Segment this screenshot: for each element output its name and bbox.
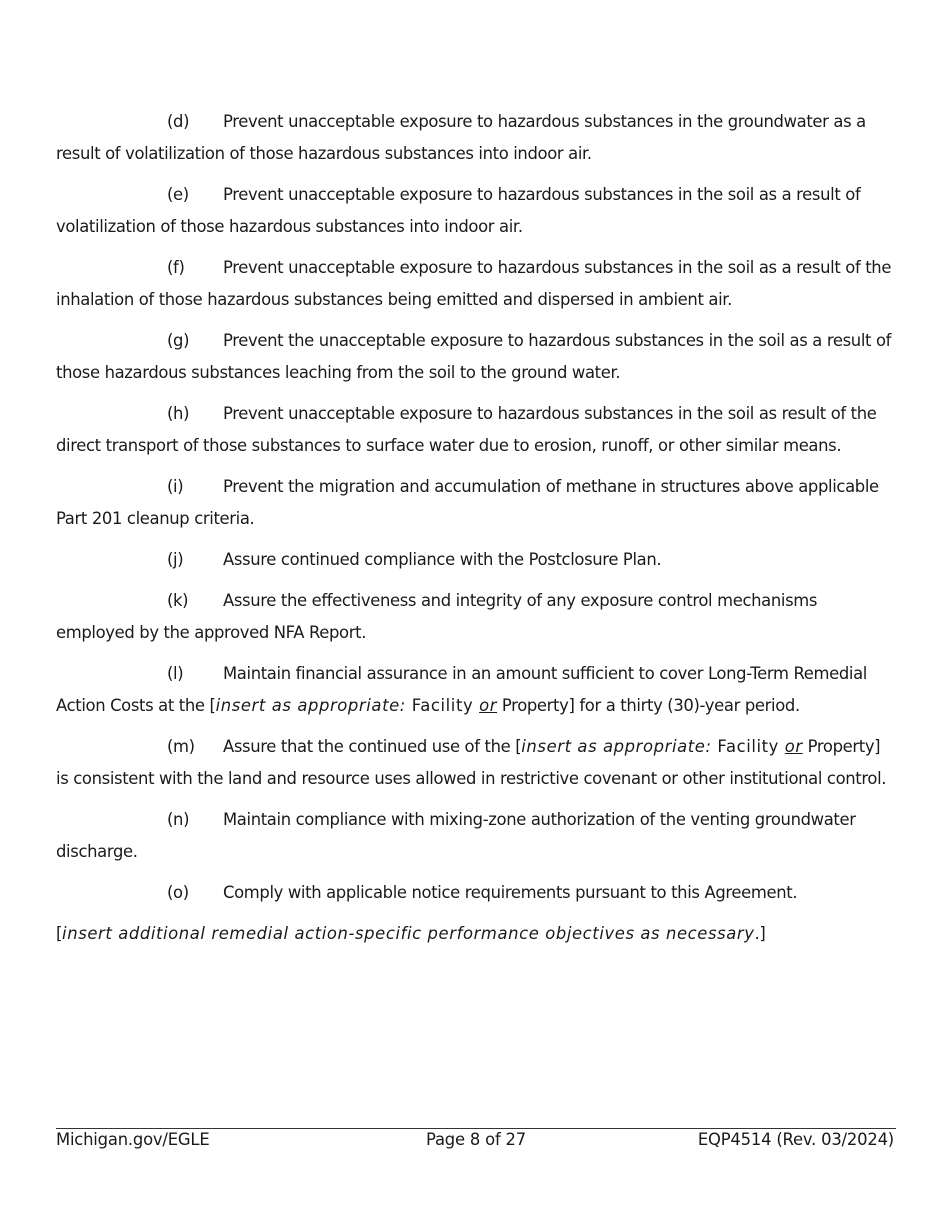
list-item [56,471,896,535]
item-label: (j) [167,550,184,569]
list-item [56,877,896,909]
item-label: (g) [167,331,190,350]
list-item [56,585,896,649]
list-item [56,544,896,576]
item-text: Prevent the migration and accumulation of methane in structures above applicable Part 201 cleanup criteria. [56,477,879,528]
item-text: Assure that the continued use of the [ [223,737,522,756]
item-text: Prevent unacceptable exposure to hazardous substances in the soil as a result of the inhalation of those hazardous substances being emitted and dispersed in ambient air. [56,258,892,309]
option-or: or [479,696,498,715]
item-text: Comply with applicable notice requirements pursuant to this Agreement. [223,883,798,902]
item-label: (i) [167,477,184,496]
item-label: (m) [167,737,195,756]
list-item [56,658,896,722]
closing-text: insert additional remedial action-specific performance objectives as necessary [62,924,755,943]
footer-page-number: Page 8 of 27 [426,1130,526,1149]
closing-instruction [56,918,896,950]
list-item [56,398,896,462]
list-item [56,179,896,243]
footer-website: Michigan.gov/EGLE [56,1130,210,1149]
item-label: (e) [167,185,189,204]
bracket-close: .] [754,924,766,943]
option-or: or [784,737,803,756]
item-text: Prevent unacceptable exposure to hazardous substances in the soil as a result of volatilization of those hazardous substances into indoor air. [56,185,861,236]
item-label: (d) [167,112,190,131]
insert-instruction: insert as appropriate: [215,696,406,715]
option-facility: Facility [405,696,480,715]
list-item [56,325,896,389]
option-facility: Facility [711,737,785,756]
item-text: Assure continued compliance with the Postclosure Plan. [223,550,662,569]
item-text: Prevent unacceptable exposure to hazardous substances in the soil as result of the direct transport of those substances to surface water due to erosion, runoff, or other similar means. [56,404,877,455]
item-text: Assure the effectiveness and integrity of any exposure control mechanisms employed by the approved NFA Report. [56,591,818,642]
item-label: (n) [167,810,190,829]
footer-form-id: EQP4514 (Rev. 03/2024) [697,1130,894,1149]
item-text: Maintain financial assurance in an amount sufficient to cover Long-Term Remedial Action Costs at the [ [56,664,867,715]
item-label: (f) [167,258,185,277]
item-label: (l) [167,664,184,683]
list-item [56,106,896,170]
item-label: (o) [167,883,189,902]
insert-instruction: insert as appropriate: [521,737,712,756]
item-text-end: Property] for a thirty (30)-year period. [497,696,800,715]
item-text: Maintain compliance with mixing-zone authorization of the venting groundwater discharge. [56,810,856,861]
item-text-end: Property] is consistent with the land and resource uses allowed in restrictive covenant or other institutional control. [56,737,887,788]
bracket-open: [ [56,924,63,943]
document-body [56,106,896,959]
list-item [56,731,896,795]
item-label: (k) [167,591,189,610]
page-footer [56,1128,896,1149]
item-label: (h) [167,404,190,423]
list-item [56,252,896,316]
list-item [56,804,896,868]
item-text: Prevent unacceptable exposure to hazardous substances in the groundwater as a result of volatilization of those hazardous substances into indoor air. [56,112,866,163]
item-text: Prevent the unacceptable exposure to hazardous substances in the soil as a result of those hazardous substances leaching from the soil to the ground water. [56,331,892,382]
